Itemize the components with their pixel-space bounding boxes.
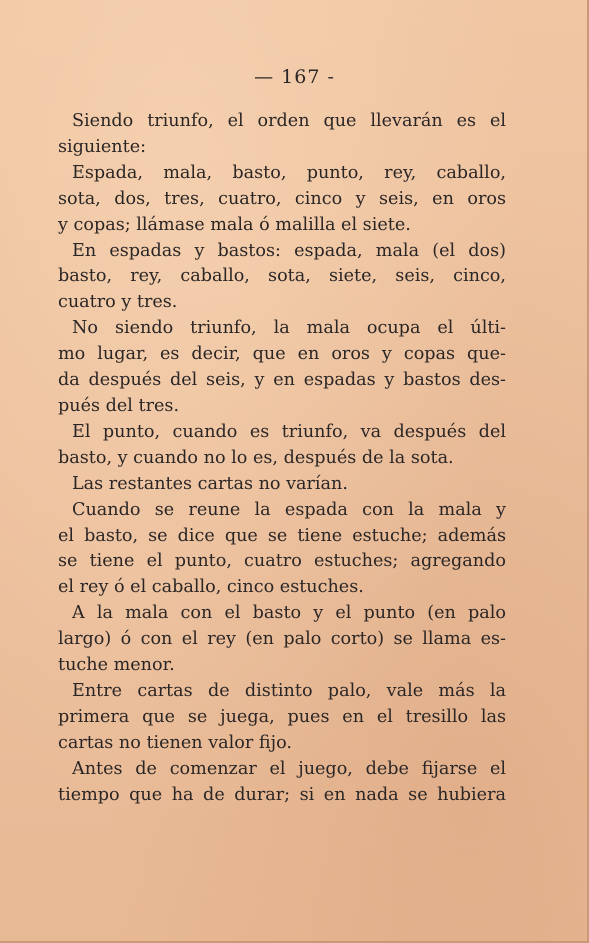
page-number: — 167 -: [254, 66, 335, 88]
text-line: basto, y cuando no lo es, después de la sota.: [58, 447, 454, 468]
text-line: largo) ó con el rey (en palo corto) se llama es-: [58, 629, 506, 650]
text-line: Cuando se reune la espada con la mala y: [72, 499, 506, 520]
text-line: Siendo triunfo, el orden que llevarán es el: [72, 111, 506, 131]
text-line: cartas no tienen valor fijo.: [58, 732, 292, 753]
text-line: Antes de comenzar el juego, debe fijarse el: [72, 758, 506, 779]
text-line: Espada, mala, basto, punto, rey, caballo,: [72, 162, 506, 183]
text-line: y copas; llámase mala ó malilla el siete.: [58, 214, 411, 235]
text-line: el rey ó el caballo, cinco estuches.: [58, 577, 364, 598]
text-line: el basto, se dice que se tiene estuche; además: [58, 525, 506, 546]
text-line: cuatro y tres.: [58, 292, 178, 313]
text-line: siguiente:: [58, 136, 147, 157]
text-line: basto, rey, caballo, sota, siete, seis, cinco,: [58, 266, 506, 287]
text-line: da después del seis, y en espadas y bastos des-: [58, 370, 506, 391]
text-line: tiempo que ha de durar; si en nada se hubiera: [58, 784, 506, 805]
text-line: primera que se juega, pues en el tresillo las: [58, 706, 506, 727]
text-line: pués del tres.: [58, 395, 180, 416]
text-line: sota, dos, tres, cuatro, cinco y seis, en oros: [58, 188, 506, 209]
text-line: mo lugar, es decir, que en oros y copas que-: [58, 344, 506, 365]
text-line: En espadas y bastos: espada, mala (el dos): [72, 240, 506, 261]
text-line: No siendo triunfo, la mala ocupa el últi-: [72, 318, 506, 339]
text-line: tuche menor.: [58, 655, 175, 676]
text-line: El punto, cuando es triunfo, va después del: [72, 421, 506, 442]
text-line: Las restantes cartas no varían.: [72, 473, 348, 494]
page-body-text: [58, 109, 506, 808]
text-line: se tiene el punto, cuatro estuches; agregando: [58, 551, 506, 572]
text-line: A la mala con el basto y el punto (en palo: [72, 603, 506, 624]
text-line: Entre cartas de distinto palo, vale más la: [72, 680, 506, 701]
